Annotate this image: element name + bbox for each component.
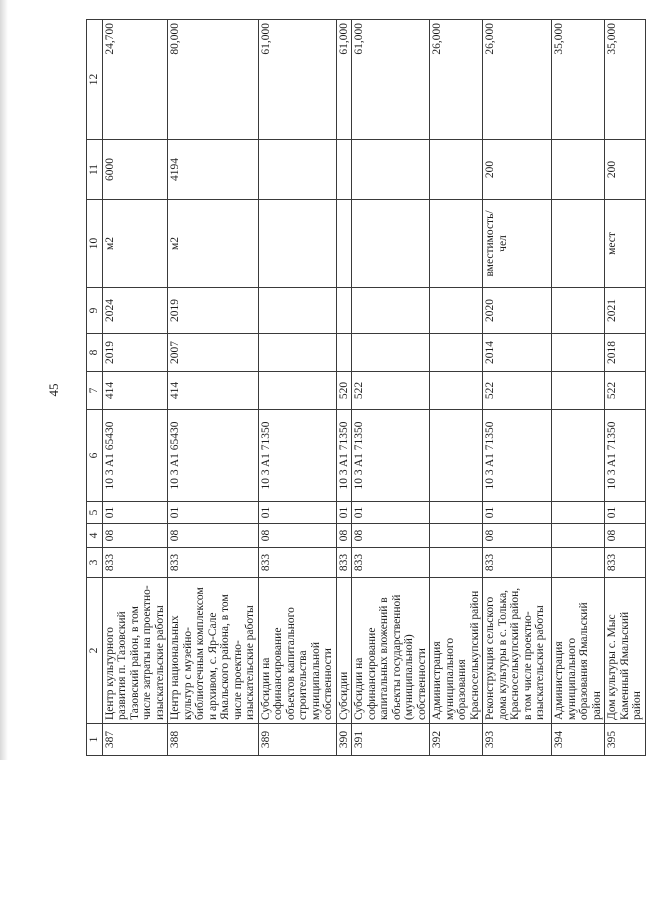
amount-cell: 61,000 — [336, 20, 352, 140]
cell: 833 — [102, 548, 168, 578]
cell — [430, 410, 483, 502]
budget-table — [86, 19, 646, 756]
header-cell: 9 — [87, 288, 103, 334]
cell — [352, 140, 430, 200]
cell — [258, 334, 336, 372]
object-name: Дом культуры с. Мыс Каменный Ямальский район — [605, 578, 646, 724]
cell: 2021 — [605, 288, 646, 334]
cell: 10 3 A1 71350 — [336, 410, 352, 502]
cell — [552, 502, 605, 524]
cell: 200 — [605, 140, 646, 200]
cell: 10 3 A1 71350 — [352, 410, 430, 502]
table-row — [430, 20, 483, 756]
cell: 08 — [258, 524, 336, 548]
table-row — [605, 20, 646, 756]
amount-cell: 26,000 — [430, 20, 483, 140]
cell — [258, 140, 336, 200]
row-number: 395 — [605, 724, 646, 756]
cell — [352, 288, 430, 334]
amount-cell: 35,000 — [552, 20, 605, 140]
header-cell: 7 — [87, 372, 103, 410]
cell: 10 3 A1 71350 — [605, 410, 646, 502]
cell — [258, 372, 336, 410]
scan-edge-shadow — [0, 0, 8, 760]
page-number: 45 — [46, 383, 61, 397]
cell: 2020 — [483, 288, 552, 334]
amount-cell: 35,000 — [605, 20, 646, 140]
cell: 2018 — [605, 334, 646, 372]
header-cell: 4 — [87, 524, 103, 548]
cell: 522 — [483, 372, 552, 410]
cell — [336, 288, 352, 334]
table-row — [336, 20, 352, 756]
header-cell: 2 — [87, 578, 103, 724]
cell: 4194 — [168, 140, 259, 200]
table-row — [552, 20, 605, 756]
object-name: Субсидии на софинансирование объектов капитального строительства муниципальной собственности — [258, 578, 336, 724]
cell — [430, 140, 483, 200]
row-number: 387 — [102, 724, 168, 756]
header-row — [87, 20, 103, 756]
object-name: Администрация муниципального образования Ямальский район — [552, 578, 605, 724]
amount-cell: 61,000 — [258, 20, 336, 140]
cell: 833 — [168, 548, 259, 578]
cell — [430, 200, 483, 288]
cell: 10 3 A1 65430 — [168, 410, 259, 502]
header-cell: 5 — [87, 502, 103, 524]
cell: 6000 — [102, 140, 168, 200]
cell: 522 — [352, 372, 430, 410]
object-name: Центр национальных культур с музейно-библиотечным комплексом и архивом, с. Яр-Сале Ямальского района, в том числе проектно-изыскательские работы — [168, 578, 259, 724]
cell — [552, 288, 605, 334]
table-row — [102, 20, 168, 756]
cell — [336, 140, 352, 200]
header-cell: 11 — [87, 140, 103, 200]
table-row — [168, 20, 259, 756]
cell — [258, 288, 336, 334]
table-row — [352, 20, 430, 756]
cell — [430, 334, 483, 372]
cell — [552, 334, 605, 372]
object-name: Администрация муниципального образования Красноселькупский район — [430, 578, 483, 724]
header-cell: 12 — [87, 20, 103, 140]
cell — [552, 410, 605, 502]
cell — [336, 200, 352, 288]
row-number: 394 — [552, 724, 605, 756]
row-number: 388 — [168, 724, 259, 756]
cell: 2007 — [168, 334, 259, 372]
cell: 10 3 A1 71350 — [258, 410, 336, 502]
cell: 01 — [352, 502, 430, 524]
amount-cell: 26,000 — [483, 20, 552, 140]
cell: 08 — [168, 524, 259, 548]
cell: 833 — [483, 548, 552, 578]
cell: 520 — [336, 372, 352, 410]
cell: 01 — [102, 502, 168, 524]
cell: 01 — [605, 502, 646, 524]
cell — [552, 548, 605, 578]
cell: 2014 — [483, 334, 552, 372]
cell — [430, 372, 483, 410]
cell: 08 — [605, 524, 646, 548]
cell: 10 3 A1 71350 — [483, 410, 552, 502]
cell: 2019 — [168, 288, 259, 334]
object-name: Субсидии на софинансирование капитальных вложений в объекты государственной (муниципальной) собственности — [352, 578, 430, 724]
header-cell: 1 — [87, 724, 103, 756]
header-cell: 10 — [87, 200, 103, 288]
cell: 01 — [258, 502, 336, 524]
cell — [552, 372, 605, 410]
object-name: Реконструкция сельского дома культуры в с. Толька, Красноселькупский район, в том числе проектно-изыскательские работы — [483, 578, 552, 724]
cell: 200 — [483, 140, 552, 200]
rotated-table-container — [86, 20, 643, 756]
header-cell: 8 — [87, 334, 103, 372]
cell: 01 — [483, 502, 552, 524]
amount-cell: 80,000 — [168, 20, 259, 140]
cell: 2019 — [102, 334, 168, 372]
cell: 414 — [102, 372, 168, 410]
cell — [552, 524, 605, 548]
table-row — [258, 20, 336, 756]
cell: вместимость/чел — [483, 200, 552, 288]
cell — [430, 288, 483, 334]
cell — [430, 524, 483, 548]
cell: м2 — [102, 200, 168, 288]
amount-cell: 61,000 — [352, 20, 430, 140]
cell: 833 — [336, 548, 352, 578]
header-cell: 6 — [87, 410, 103, 502]
row-number: 390 — [336, 724, 352, 756]
row-number: 391 — [352, 724, 430, 756]
cell — [258, 200, 336, 288]
cell: 833 — [605, 548, 646, 578]
cell — [552, 200, 605, 288]
cell: 833 — [258, 548, 336, 578]
row-number: 392 — [430, 724, 483, 756]
cell: мест — [605, 200, 646, 288]
cell: 08 — [483, 524, 552, 548]
cell: 522 — [605, 372, 646, 410]
cell: 10 3 A1 65430 — [102, 410, 168, 502]
cell: 01 — [336, 502, 352, 524]
cell: 2024 — [102, 288, 168, 334]
amount-cell: 24,700 — [102, 20, 168, 140]
object-name: Субсидии — [336, 578, 352, 724]
cell: 08 — [336, 524, 352, 548]
row-number: 393 — [483, 724, 552, 756]
cell: м2 — [168, 200, 259, 288]
cell: 833 — [352, 548, 430, 578]
cell — [552, 140, 605, 200]
table-row — [483, 20, 552, 756]
cell: 01 — [168, 502, 259, 524]
cell — [430, 548, 483, 578]
cell: 08 — [352, 524, 430, 548]
cell — [352, 200, 430, 288]
cell — [430, 502, 483, 524]
object-name: Центр культурного развития п. Тазовский Тазовский район, в том числе затраты на проектно-изыскательские работы — [102, 578, 168, 724]
header-cell: 3 — [87, 548, 103, 578]
row-number: 389 — [258, 724, 336, 756]
cell — [352, 334, 430, 372]
cell: 08 — [102, 524, 168, 548]
cell — [336, 334, 352, 372]
cell: 414 — [168, 372, 259, 410]
